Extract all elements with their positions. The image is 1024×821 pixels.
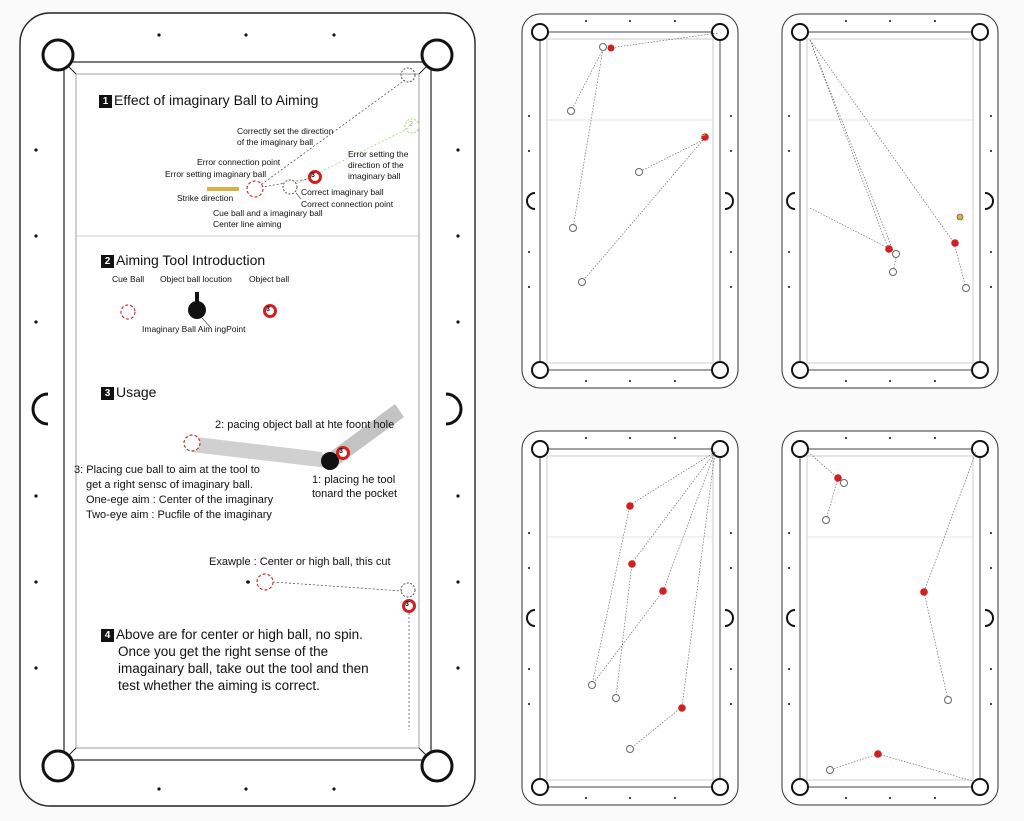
usage-step3-line1: 3: Placing cue ball to aim at the tool to <box>74 464 260 476</box>
usage-step3-line3: One-ege aim : Center of the imaginary <box>86 494 274 506</box>
label-aim-point: Imaginary Ball Aim ingPoint <box>142 324 246 334</box>
diagram-table-top-left <box>522 14 738 388</box>
pocket-top-left <box>43 40 73 70</box>
ball-number-s3: 3 <box>339 448 343 455</box>
ball-number-s1-green: 2 <box>409 121 413 128</box>
ball-number-s3-example: 3 <box>405 601 409 608</box>
section2-title: Aiming Tool Introduction <box>116 252 266 268</box>
pocket-bottom-left <box>43 751 73 781</box>
diagram-table-top-right <box>782 14 998 388</box>
label-correct-connection: Correct connection point <box>301 199 394 209</box>
section4-number: 4 <box>101 629 114 642</box>
section4-line1 <box>101 626 363 643</box>
label-object-ball-location: Object ball locution <box>160 274 232 284</box>
pocket-top-right <box>422 40 452 70</box>
label-cue-ball-center-1: Cue ball and a imaginary ball <box>213 208 323 218</box>
ball-number-s2: 3 <box>266 306 270 313</box>
usage-step3-line2: get a right sensc of imaginary ball. <box>86 479 253 491</box>
section3-number: 3 <box>101 387 114 400</box>
label-correct-imaginary: Correct imaginary ball <box>301 187 384 197</box>
section3-heading <box>101 384 156 401</box>
label-correct-direction-2: of the imaginary ball <box>237 137 314 147</box>
usage-step2: 2: pacing object ball at hte foont hole <box>215 419 395 431</box>
section4-line2: Once you get the right sense of the <box>118 644 329 659</box>
section1-number: 1 <box>99 95 112 108</box>
label-strike-direction: Strike direction <box>177 193 234 203</box>
label-error-connection: Error connection point <box>197 157 281 167</box>
diagram-table-bottom-left <box>522 431 738 805</box>
section4-text-line1: Above are for center or high ball, no spin. <box>116 627 363 642</box>
label-error-setting-ball: Error setting imaginary ball <box>165 169 267 179</box>
label-object-ball: Object ball <box>249 274 290 284</box>
usage-example: Exawple : Center or high ball, this cut <box>209 556 391 568</box>
section1-heading <box>99 92 318 109</box>
section4-line3: imagainary ball, take out the tool and then <box>118 661 369 676</box>
label-error-setting-dir-1: Error setting the <box>348 149 409 159</box>
section2-number: 2 <box>101 255 114 268</box>
label-error-setting-dir-2: direction of the <box>348 160 404 170</box>
section2-heading <box>101 252 265 269</box>
usage-step1-line1: 1: placing he tool <box>312 474 396 486</box>
label-error-setting-dir-3: imaginary ball <box>348 171 401 181</box>
ball-number-s1: 3 <box>311 172 315 179</box>
section3-title: Usage <box>116 384 157 400</box>
diagram-table-bottom-right <box>782 431 998 805</box>
pocket-bottom-right <box>422 751 452 781</box>
label-cue-ball-center-2: Center line aiming <box>213 219 282 229</box>
ball-number-diagram: 3 <box>702 132 705 138</box>
section4-line4: test whether the aiming is correct. <box>118 678 320 693</box>
label-correct-direction-1: Correctly set the direction <box>237 126 334 136</box>
usage-step1-line2: tonard the pocket <box>312 488 398 500</box>
section1-title: Effect of imaginary Ball to Aiming <box>114 92 319 108</box>
label-cue-ball: Cue Ball <box>112 274 145 284</box>
usage-step3-line4: Two-eye aim : Pucfile of the imaginary <box>86 509 272 521</box>
